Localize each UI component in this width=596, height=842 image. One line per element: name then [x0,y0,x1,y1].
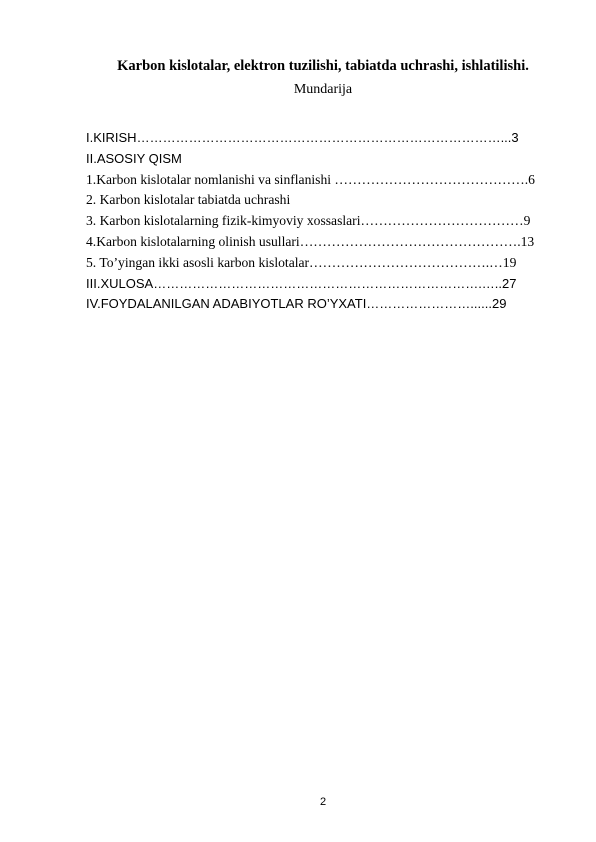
toc-entry-xulosa: III.XULOSA………………………………………………………………….…..27 [86,275,517,291]
toc-entry-2: 2. Karbon kislotalar tabiatda uchrashi [86,192,291,208]
table-of-contents [86,129,561,316]
contents-heading: Mundarija [293,82,353,97]
toc-entry-4: 4.Karbon kislotalarning olinish usullari………………………………………….13 [86,233,535,249]
toc-entry-5: 5. To’yingan ikki asosli karbon kislotalar………………………………….…19 [86,254,517,270]
toc-entry-adabiyotlar: IV.FOYDALANILGAN ADABIYOTLAR RO’YXATI……………………......29 [86,296,507,312]
toc-entry-kirish: I.KIRISH…………………………………………………………………………...3 [86,130,519,145]
page-number: 2 [319,796,327,808]
toc-entry-3: 3. Karbon kislotalarning fizik-kimyoviy xossaslari………………………………9 [86,213,531,229]
document-title: Karbon kislotalar, elektron tuzilishi, tabiatda uchrashi, ishlatilishi. [117,58,529,74]
toc-entry-1: 1.Karbon kislotalar nomlanishi va sinflanishi …………………………………….6 [86,171,535,187]
toc-entry-asosiy-qism: II.ASOSIY QISM [86,150,182,166]
